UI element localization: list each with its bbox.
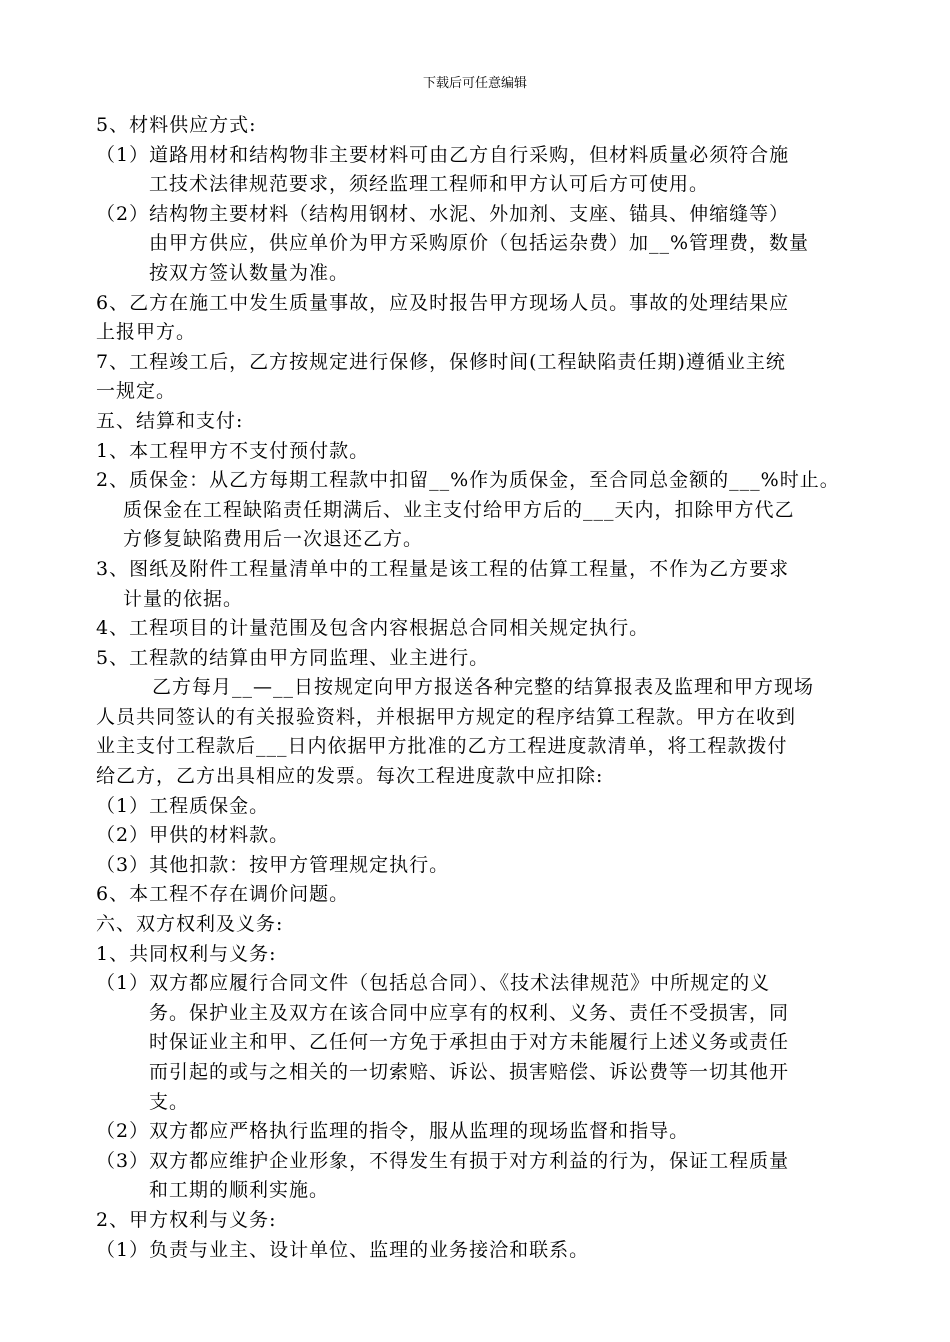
text-line: 由甲方供应，供应单价为甲方采购原价（包括运杂费）加__%管理费，数量 bbox=[149, 232, 810, 255]
document-body bbox=[96, 111, 876, 1265]
text-line: 2、甲方权利与义务: bbox=[96, 1208, 277, 1231]
text-line: 6、乙方在施工中发生质量事故，应及时报告甲方现场人员。事故的处理结果应 bbox=[96, 291, 790, 314]
text-line: 方修复缺陷费用后一次退还乙方。 bbox=[123, 528, 424, 551]
text-line: （3）其他扣款：按甲方管理规定执行。 bbox=[96, 853, 450, 876]
text-line: 时保证业主和甲、乙任何一方免于承担由于对方未能履行上述义务或责任 bbox=[149, 1031, 790, 1054]
text-line: 上报甲方。 bbox=[96, 321, 197, 344]
text-line: 2、质保金：从乙方每期工程款中扣留__%作为质保金，至合同总金额的___%时止。 bbox=[96, 469, 840, 492]
text-line: （1）负责与业主、设计单位、监理的业务接洽和联系。 bbox=[96, 1238, 590, 1261]
page-header: 下载后可任意编辑 bbox=[422, 76, 527, 91]
text-line: 1、本工程甲方不支付预付款。 bbox=[96, 439, 370, 462]
text-line: 一规定。 bbox=[96, 380, 177, 403]
text-line: 计量的依据。 bbox=[123, 587, 244, 610]
text-line: （2）甲供的材料款。 bbox=[96, 824, 290, 847]
text-line: 质保金在工程缺陷责任期满后、业主支付给甲方后的___天内，扣除甲方代乙 bbox=[123, 498, 795, 521]
text-line: （2）双方都应严格执行监理的指令，服从监理的现场监督和指导。 bbox=[96, 1120, 690, 1143]
text-line: 乙方每月__—__日按规定向甲方报送各种完整的结算报表及监理和甲方现场 bbox=[152, 676, 815, 699]
text-line: 6、本工程不存在调价问题。 bbox=[96, 883, 350, 906]
text-line: 5、材料供应方式: bbox=[96, 114, 257, 136]
text-line: 4、工程项目的计量范围及包含内容根据总合同相关规定执行。 bbox=[96, 617, 650, 640]
text-line: 务。保护业主及双方在该合同中应享有的权利、义务、责任不受损害，同 bbox=[149, 1001, 790, 1024]
text-line: 3、图纸及附件工程量清单中的工程量是该工程的估算工程量，不作为乙方要求 bbox=[96, 557, 790, 580]
text-line: 工技术法律规范要求，须经监理工程师和甲方认可后方可使用。 bbox=[149, 173, 710, 196]
section-heading: 五、结算和支付: bbox=[96, 409, 244, 432]
text-line: 1、共同权利与义务: bbox=[96, 942, 277, 965]
section-heading: 六、双方权利及义务: bbox=[96, 913, 284, 936]
text-line: 7、工程竣工后，乙方按规定进行保修，保修时间(工程缺陷责任期)遵循业主统 bbox=[96, 350, 786, 373]
text-line: （2）结构物主要材料（结构用钢材、水泥、外加剂、支座、锚具、伸缩缝等） bbox=[96, 202, 790, 225]
text-line: 按双方签认数量为准。 bbox=[149, 261, 350, 284]
text-line: 给乙方，乙方出具相应的发票。每次工程进度款中应扣除: bbox=[96, 765, 604, 788]
text-line: （3）双方都应维护企业形象，不得发生有损于对方利益的行为，保证工程质量 bbox=[96, 1149, 790, 1172]
text-line: 业主支付工程款后___日内依据甲方批准的乙方工程进度款清单，将工程款拨付 bbox=[96, 735, 788, 758]
text-line: （1）工程质保金。 bbox=[96, 794, 270, 817]
text-line: 人员共同签认的有关报验资料，并根据甲方规定的程序结算工程款。甲方在收到 bbox=[96, 705, 797, 728]
text-line: 和工期的顺利实施。 bbox=[149, 1179, 330, 1202]
text-line: （1）道路用材和结构物非主要材料可由乙方自行采购，但材料质量必须符合施 bbox=[96, 143, 790, 166]
text-line: （1）双方都应履行合同文件（包括总合同）、《技术法律规范》中所规定的义 bbox=[96, 972, 771, 995]
text-line: 5、工程款的结算由甲方同监理、业主进行。 bbox=[96, 646, 490, 669]
text-line: 支。 bbox=[149, 1090, 190, 1113]
text-line: 而引起的或与之相关的一切索赔、诉讼、损害赔偿、诉讼费等一切其他开 bbox=[149, 1061, 790, 1083]
